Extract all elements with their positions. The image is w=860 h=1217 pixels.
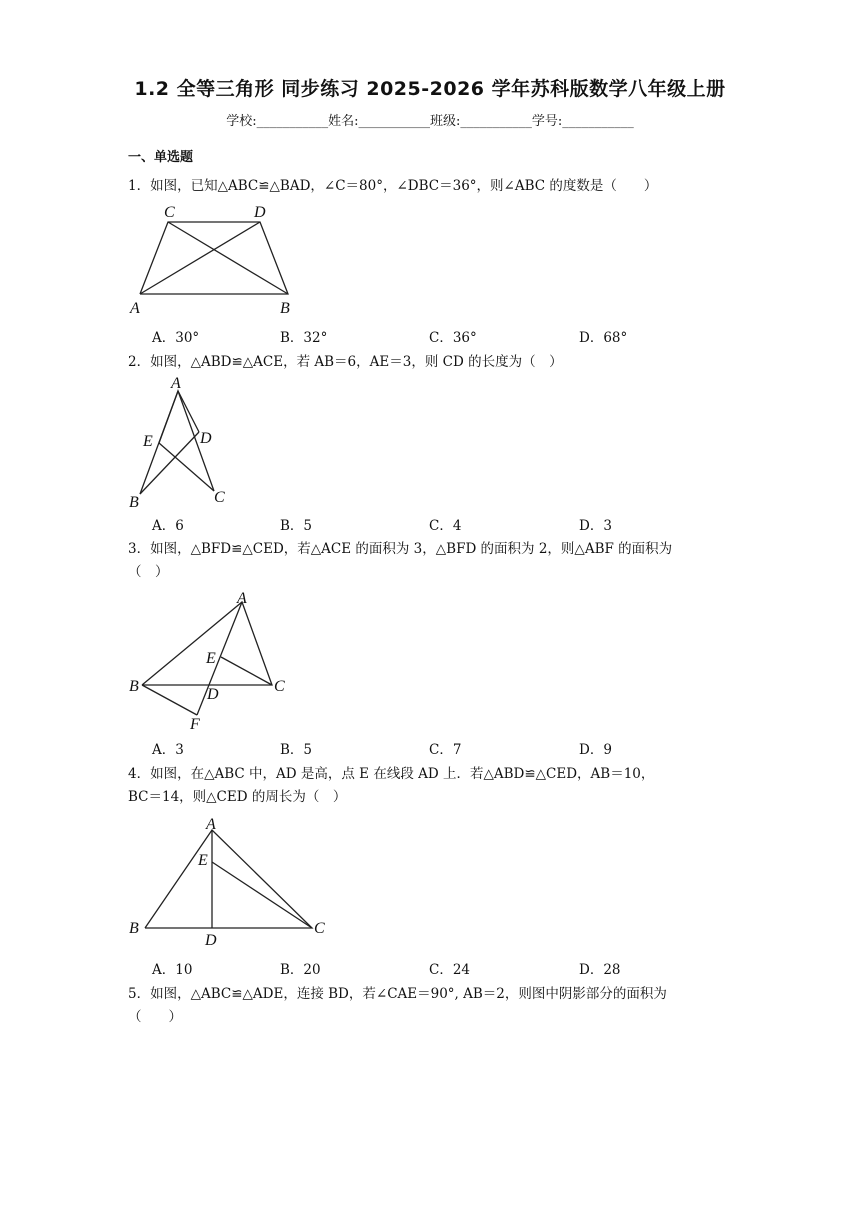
q3-label-a: A: [237, 590, 247, 607]
q4-label-c: C: [314, 920, 325, 937]
q3-text-line2: （ ）: [128, 564, 169, 580]
q4-label-e: E: [198, 852, 208, 869]
q1-option-a[interactable]: A．30°: [152, 330, 200, 346]
q4-text-line2: BC＝14，则△CED 的周长为（ ）: [128, 789, 347, 805]
q4-triangle-abc: [145, 830, 312, 928]
q1-label-d: D: [254, 204, 266, 221]
q4-label-a: A: [206, 816, 216, 833]
q3-triangle-abc: [142, 602, 272, 685]
q5-text-line1: 5．如图，△ABC≌△ADE，连接 BD，若∠CAE＝90°, AB＝2，则图中阴影部分的面积为: [128, 986, 667, 1002]
q3-label-c: C: [274, 678, 285, 695]
question-4-text: [128, 763, 728, 809]
q4-option-d[interactable]: D．28: [579, 962, 621, 978]
q3-label-e: E: [206, 650, 216, 667]
q2-label-b: B: [129, 494, 139, 511]
q3-option-a[interactable]: A．3: [152, 742, 184, 758]
q1-option-c[interactable]: C．36°: [429, 330, 477, 346]
q3-label-f: F: [190, 716, 200, 733]
q4-option-a[interactable]: A．10: [152, 962, 193, 978]
student-info-fields: 学校:___________姓名:___________班级:___________学号:___________: [226, 114, 634, 129]
q3-label-d: D: [207, 686, 219, 703]
q2-option-d[interactable]: D．3: [579, 518, 612, 534]
question-3-text: [128, 538, 728, 584]
q4-label-b: B: [129, 920, 139, 937]
q3-option-b[interactable]: B．5: [280, 742, 313, 758]
q2-option-c[interactable]: C．4: [429, 518, 462, 534]
question-2-text: 2．如图，△ABD≌△ACE，若 AB＝6，AE＝3，则 CD 的长度为（ ）: [128, 354, 563, 370]
q1-option-b[interactable]: B．32°: [280, 330, 328, 346]
q1-line-ad: [140, 222, 260, 294]
q3-text-line1: 3．如图，△BFD≌△CED，若△ACE 的面积为 3，△BFD 的面积为 2，则△ABF 的面积为: [128, 541, 673, 557]
q1-option-d[interactable]: D．68°: [579, 330, 628, 346]
question-3-figure: [126, 590, 296, 738]
q1-label-a: A: [130, 300, 140, 317]
q3-option-d[interactable]: D．9: [579, 742, 612, 758]
q4-text-line1: 4．如图，在△ABC 中，AD 是高，点 E 在线段 AD 上．若△ABD≌△CED，AB＝10，: [128, 766, 655, 782]
q2-label-c: C: [214, 489, 225, 506]
question-1-text: 1．如图，已知△ABC≌△BAD，∠C＝80°，∠DBC＝36°，则∠ABC 的度数是（ ）: [128, 178, 658, 194]
q2-label-e: E: [143, 433, 153, 450]
page-title: 1.2 全等三角形 同步练习 2025-2026 学年苏科版数学八年级上册: [134, 78, 726, 100]
q2-label-d: D: [200, 430, 212, 447]
q3-line-bf: [142, 685, 197, 715]
q1-label-b: B: [280, 300, 290, 317]
q2-label-a: A: [171, 375, 181, 392]
question-4-figure: [126, 812, 336, 952]
q1-label-c: C: [164, 204, 175, 221]
question-2-figure: [126, 372, 236, 512]
q2-option-b[interactable]: B．5: [280, 518, 313, 534]
q5-text-line2: （ ）: [128, 1009, 182, 1025]
q1-line-bc: [168, 222, 288, 294]
q4-label-d: D: [205, 932, 217, 949]
question-5-text: [128, 983, 728, 1029]
section-title: 一、单选题: [128, 150, 194, 165]
q3-line-af: [197, 602, 242, 715]
q4-line-ec: [212, 862, 312, 928]
q4-option-b[interactable]: B．20: [280, 962, 321, 978]
q4-option-c[interactable]: C．24: [429, 962, 471, 978]
q1-shape-outline: [140, 222, 288, 294]
q3-line-ec: [221, 657, 272, 685]
q2-option-a[interactable]: A．6: [152, 518, 184, 534]
q3-option-c[interactable]: C．7: [429, 742, 462, 758]
question-1-figure: [128, 200, 308, 318]
q3-label-b: B: [129, 678, 139, 695]
